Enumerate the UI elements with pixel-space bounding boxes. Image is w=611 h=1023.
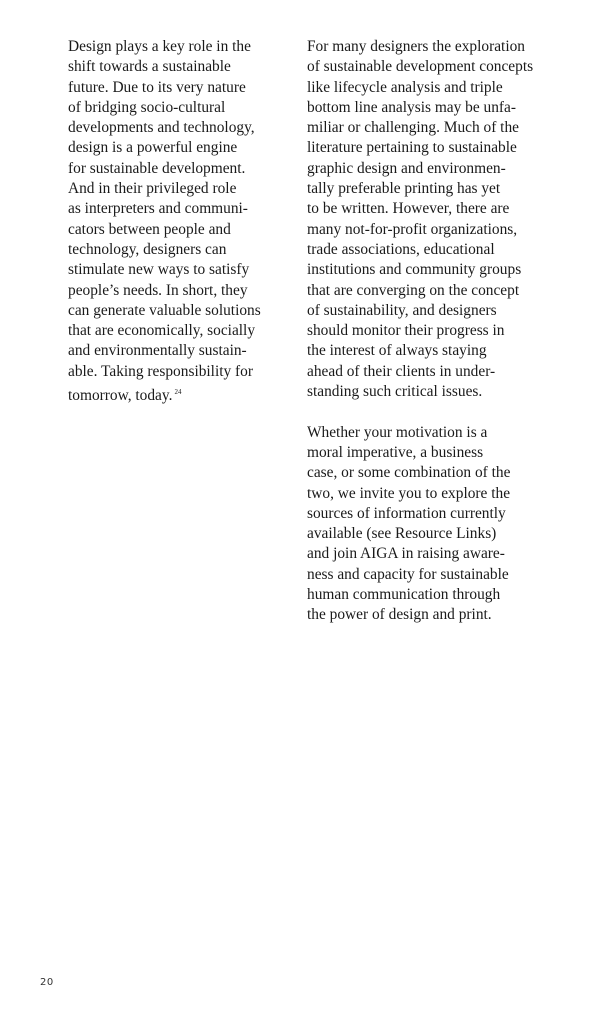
text-line: And in their privileged role	[68, 180, 237, 198]
text-line: for sustainable development.	[68, 159, 246, 177]
text-line: For many designers the exploration	[307, 38, 525, 55]
text-line: tomorrow, today.	[68, 387, 173, 405]
text-line: case, or some combination of the	[307, 464, 511, 482]
text-line: miliar or challenging. Much of the	[307, 119, 519, 137]
text-line: available (see Resource Links)	[307, 525, 497, 543]
text-line: shift towards a sustainable	[68, 58, 231, 76]
text-line: sources of information currently	[307, 504, 506, 522]
text-line: human communication through	[307, 586, 501, 604]
text-line: many not-for-profit organizations,	[307, 220, 518, 238]
text-line: and join AIGA in raising aware-	[307, 545, 505, 563]
text-line: and environmentally sustain-	[68, 342, 247, 360]
right-column	[307, 37, 547, 626]
text-line: developments and technology,	[68, 119, 255, 137]
text-line: can generate valuable solutions	[68, 301, 261, 319]
text-line: able. Taking responsibility for	[68, 362, 254, 380]
page-number: 20	[40, 977, 54, 988]
text-line: ahead of their clients in under-	[307, 362, 496, 380]
text-line: Whether your motivation is a	[307, 423, 488, 441]
text-line: that are economically, socially	[68, 322, 256, 340]
text-line: of bridging socio-cultural	[68, 98, 226, 116]
text-line: institutions and community groups	[307, 261, 522, 279]
paragraph-design-role	[68, 37, 283, 405]
text-line: cators between people and	[68, 220, 231, 238]
text-line: the power of design and print.	[307, 606, 492, 624]
text-line: ness and capacity for sustainable	[307, 565, 509, 583]
text-line: two, we invite you to explore the	[307, 484, 511, 502]
text-line: standing such critical issues.	[307, 383, 483, 401]
text-line: should monitor their progress in	[307, 322, 505, 340]
text-line-last	[68, 382, 283, 405]
left-column	[68, 37, 283, 405]
text-line: people’s needs. In short, they	[68, 281, 248, 299]
text-line: technology, designers can	[68, 240, 227, 258]
text-line: of sustainability, and designers	[307, 301, 497, 319]
footnote-reference[interactable]: 24	[174, 388, 182, 397]
paragraph-motivation	[307, 423, 547, 626]
text-line: literature pertaining to sustainable	[307, 139, 517, 157]
text-line: future. Due to its very nature	[68, 78, 246, 96]
text-line: Design plays a key role in the	[68, 38, 251, 55]
text-line: graphic design and environmen-	[307, 159, 506, 177]
text-line: bottom line analysis may be unfa-	[307, 98, 517, 116]
text-line: that are converging on the concept	[307, 281, 520, 299]
paragraph-exploration	[307, 37, 547, 402]
text-line: to be written. However, there are	[307, 200, 510, 218]
text-line: trade associations, educational	[307, 240, 495, 258]
text-line: design is a powerful engine	[68, 139, 238, 157]
text-line: the interest of always staying	[307, 342, 487, 360]
text-line: of sustainable development concepts	[307, 58, 534, 76]
text-line: as interpreters and communi-	[68, 200, 248, 218]
text-line: stimulate new ways to satisfy	[68, 261, 250, 279]
text-line: moral imperative, a business	[307, 443, 484, 461]
text-line: like lifecycle analysis and triple	[307, 78, 503, 96]
text-line: tally preferable printing has yet	[307, 180, 501, 198]
